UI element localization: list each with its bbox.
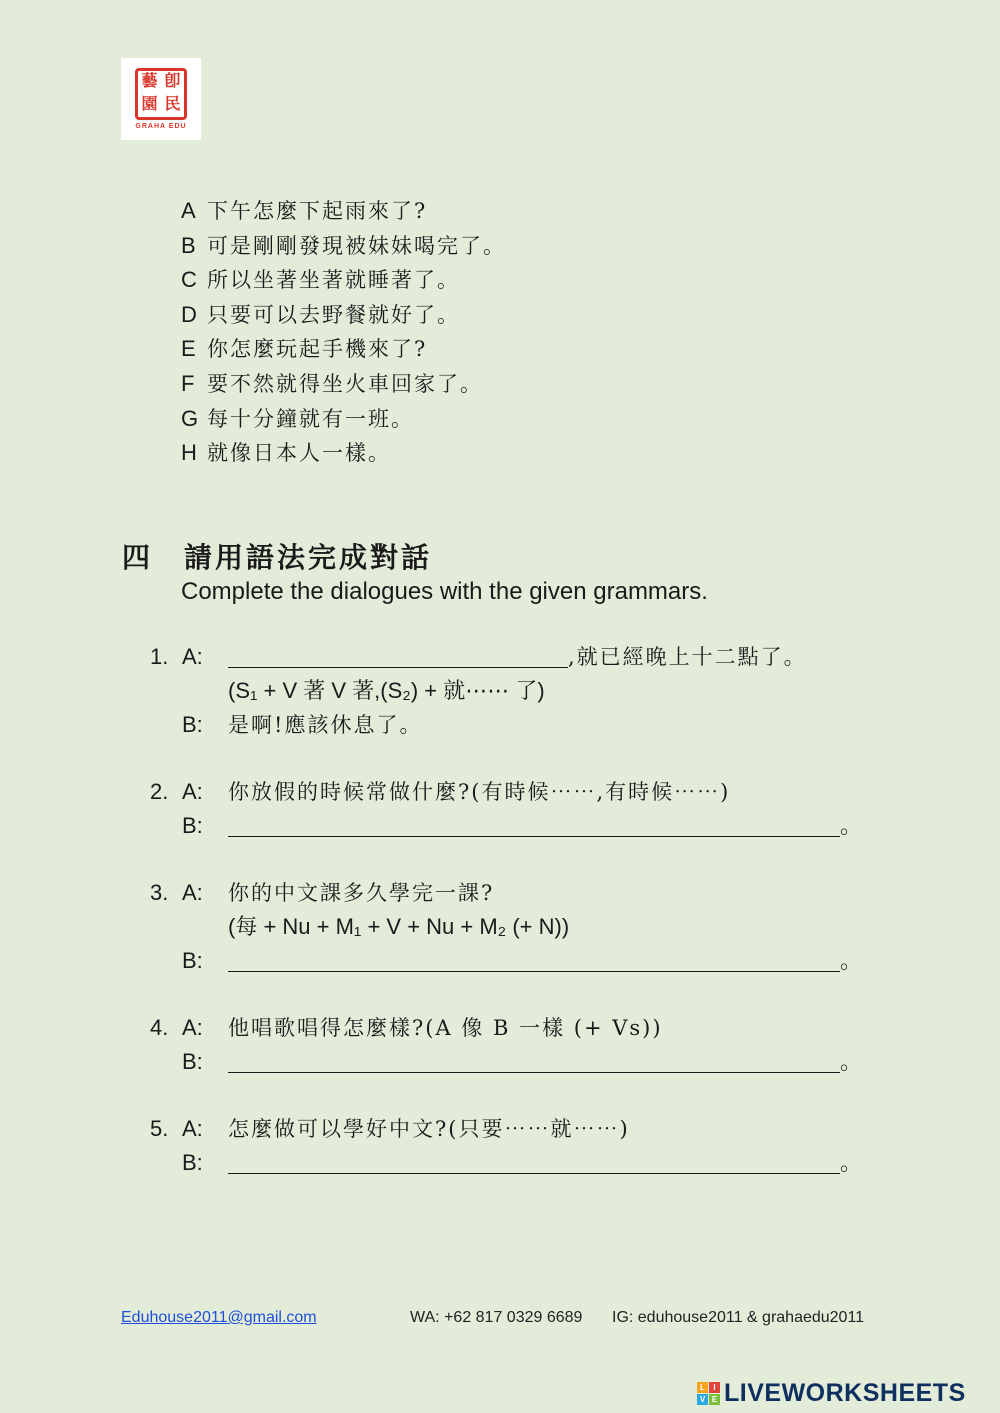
- question-4: [150, 1011, 862, 1079]
- option-h: [181, 436, 506, 471]
- option-c: [181, 263, 506, 298]
- option-text: 要不然就得坐火車回家了。: [207, 371, 483, 396]
- question-2: [150, 775, 862, 843]
- speaker-b-label: B:: [182, 813, 203, 838]
- question-number: 5.: [150, 1116, 169, 1141]
- answer-blank[interactable]: [228, 1147, 840, 1174]
- option-letter: B: [181, 232, 196, 258]
- question-b-line: [150, 809, 862, 843]
- answer-blank[interactable]: [228, 810, 840, 837]
- icon-letter: V: [697, 1394, 708, 1405]
- question-3: [150, 876, 862, 978]
- option-letter: H: [181, 440, 197, 466]
- question-number: 3.: [150, 880, 169, 905]
- question-a-line: [150, 775, 862, 809]
- question-a-text: ,就已經晚上十二點了。: [568, 645, 807, 669]
- logo-seal: [135, 68, 187, 120]
- liveworksheets-icon: [697, 1382, 720, 1405]
- option-d: [181, 298, 506, 333]
- question-a-text: 你的中文課多久學完一課?: [228, 881, 495, 905]
- option-text: 就像日本人一樣。: [207, 441, 391, 466]
- speaker-a-label: A:: [182, 880, 203, 905]
- speaker-b-label: B:: [182, 1150, 203, 1175]
- section-number: 四: [122, 541, 154, 574]
- logo-seal-char: 卽: [164, 73, 181, 90]
- option-a: [181, 194, 506, 229]
- question-b-line: [150, 944, 862, 978]
- option-letter: A: [181, 198, 196, 223]
- logo-seal-char: 園: [141, 96, 158, 113]
- option-b: [181, 229, 506, 264]
- answer-options: [181, 194, 506, 471]
- logo: [121, 58, 201, 140]
- option-letter: F: [181, 370, 195, 396]
- question-b-line: [150, 1045, 862, 1079]
- grammar-hint: (S₁ + V 著 V 著,(S₂) + 就⋯⋯ 了): [228, 678, 545, 703]
- option-g: [181, 402, 506, 437]
- logo-seal-char: 藝: [141, 73, 158, 90]
- question-a-line: [150, 640, 807, 674]
- question-number: 4.: [150, 1015, 169, 1040]
- question-b-text: 是啊!應該休息了。: [228, 713, 423, 737]
- sentence-end-mark: 。: [840, 813, 863, 838]
- speaker-a-label: A:: [182, 644, 203, 669]
- section-title: 請用語法完成對話: [184, 541, 433, 574]
- question-b-line: [150, 1146, 862, 1180]
- option-text: 只要可以去野餐就好了。: [207, 302, 460, 327]
- footer-instagram: IG: eduhouse2011 & grahaedu2011: [612, 1309, 865, 1326]
- question-a-line: [150, 1011, 862, 1045]
- answer-blank[interactable]: [228, 945, 840, 972]
- footer-whatsapp: WA: +62 817 0329 6689: [410, 1309, 583, 1326]
- question-a-text: 他唱歌唱得怎麼樣?(A 像 B 一樣 (+ Vs)): [228, 1016, 663, 1040]
- speaker-a-label: A:: [182, 1116, 203, 1141]
- question-number: 2.: [150, 779, 169, 804]
- option-letter: C: [181, 267, 197, 293]
- question-number: 1.: [150, 644, 169, 669]
- email-link[interactable]: Eduhouse2011@gmail.com: [121, 1309, 317, 1326]
- liveworksheets-logo[interactable]: [697, 1378, 966, 1408]
- section-heading: [122, 536, 432, 576]
- question-a-text: 你放假的時候常做什麼?(有時候⋯⋯,有時候⋯⋯): [228, 780, 731, 804]
- option-f: [181, 367, 506, 402]
- footer-email: [121, 1309, 317, 1327]
- option-text: 可是剛剛發現被妹妹喝完了。: [207, 233, 506, 258]
- question-a-line: [150, 1112, 862, 1146]
- option-letter: E: [181, 336, 196, 362]
- question-1: [150, 640, 807, 742]
- question-a-text: 怎麼做可以學好中文?(只要⋯⋯就⋯⋯): [228, 1117, 630, 1141]
- question-b-line: [150, 708, 807, 742]
- speaker-b-label: B:: [182, 1049, 203, 1074]
- icon-letter: I: [709, 1382, 720, 1393]
- sentence-end-mark: 。: [840, 1049, 863, 1074]
- sentence-end-mark: 。: [840, 1150, 863, 1175]
- icon-letter: E: [709, 1394, 720, 1405]
- option-text: 你怎麼玩起手機來了?: [207, 337, 428, 362]
- icon-letter: L: [697, 1382, 708, 1393]
- logo-subtitle: GRAHA EDU: [135, 123, 187, 130]
- option-letter: G: [181, 405, 199, 431]
- question-5: [150, 1112, 862, 1180]
- sentence-end-mark: 。: [840, 948, 863, 973]
- option-text: 所以坐著坐著就睡著了。: [207, 268, 460, 293]
- speaker-a-label: A:: [182, 1015, 203, 1040]
- option-e: [181, 332, 506, 367]
- answer-blank[interactable]: [228, 641, 568, 668]
- answer-blank[interactable]: [228, 1046, 840, 1073]
- option-text: 下午怎麼下起雨來了?: [207, 199, 428, 223]
- logo-seal-char: 民: [164, 96, 181, 113]
- speaker-b-label: B:: [182, 712, 203, 737]
- question-a-line: [150, 876, 862, 910]
- grammar-hint: (每 + Nu + M₁ + V + Nu + M₂ (+ N)): [228, 914, 570, 939]
- option-letter: D: [181, 301, 197, 327]
- speaker-a-label: A:: [182, 779, 203, 804]
- section-subtitle: Complete the dialogues with the given grammars.: [181, 578, 708, 605]
- liveworksheets-wordmark: LIVEWORKSHEETS: [724, 1378, 966, 1407]
- speaker-b-label: B:: [182, 948, 203, 973]
- option-text: 每十分鐘就有一班。: [207, 406, 414, 431]
